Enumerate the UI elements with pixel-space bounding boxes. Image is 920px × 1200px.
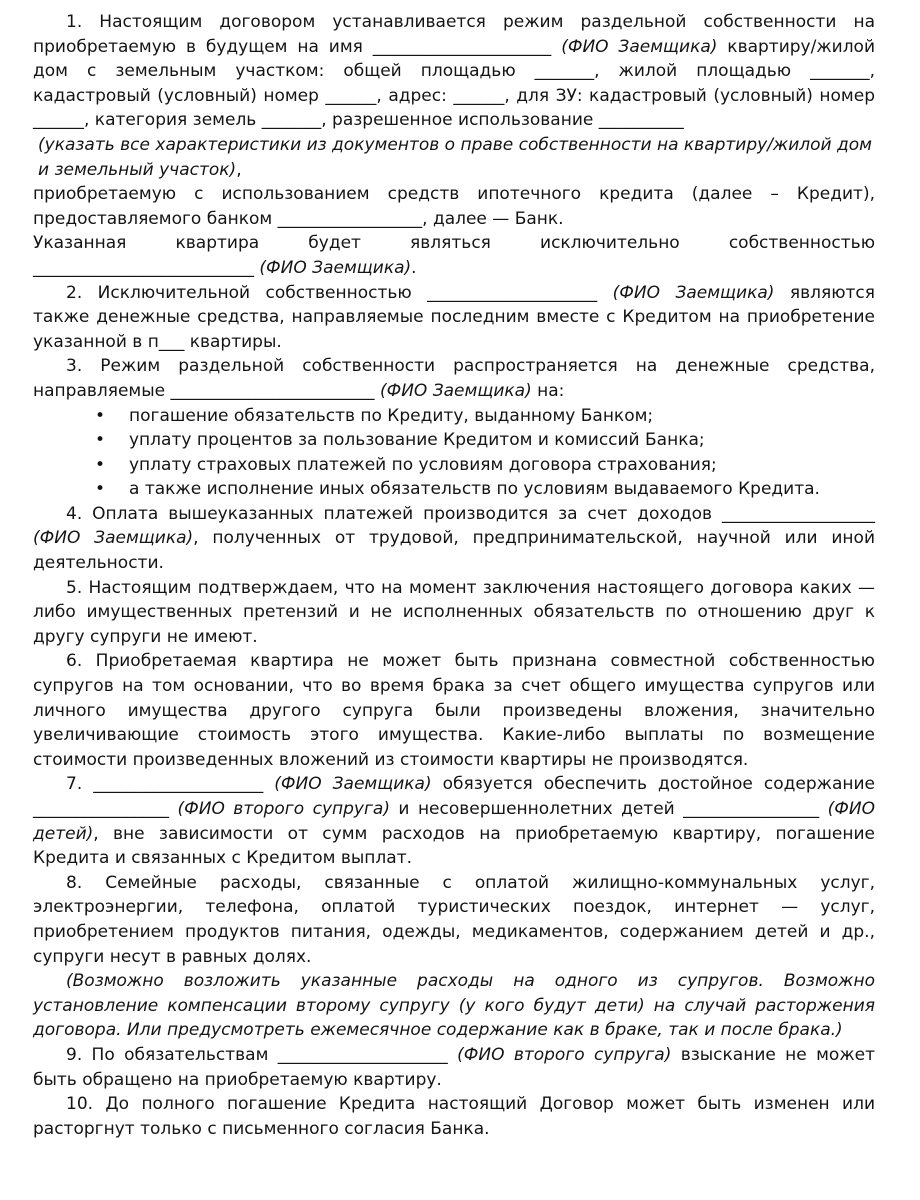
clause-4-text-b: , полученных от трудовой, предпринимательской, научной или иной деятельности. bbox=[33, 528, 875, 574]
clause-2-text-a: 2. Исключительной собственностью ____________________ bbox=[66, 282, 613, 303]
borrower-name-hint: (ФИО Заемщика) bbox=[274, 774, 432, 795]
clause-1 bbox=[33, 10, 875, 133]
clause-8-note bbox=[33, 969, 875, 1043]
clause-1-note bbox=[33, 133, 875, 182]
clause-7-text-b: обязуется обеспечить достойное содержание ________________ bbox=[33, 774, 876, 819]
clause-1-note-italic: (указать все характеристики из документов о праве собственности на квартиру/жилой дом и земельный участок) bbox=[38, 134, 872, 180]
children-name-hint: (ФИО детей) bbox=[33, 799, 876, 844]
borrower-name-hint: (ФИО Заемщика) bbox=[561, 36, 718, 57]
list-item: • уплату страховых платежей по условиям договора страхования; bbox=[95, 453, 875, 478]
clause-1-ownership-tail: . bbox=[411, 257, 417, 278]
clause-1-ownership-blank: __________________________ bbox=[33, 257, 260, 278]
clause-1-note-tail: , bbox=[236, 159, 242, 180]
list-item: • погашение обязательств по Кредиту, выданному Банком; bbox=[95, 404, 875, 429]
clause-3-text-b: на: bbox=[531, 380, 565, 401]
contract-document bbox=[33, 10, 875, 1141]
spouse-name-hint: (ФИО второго супруга) bbox=[177, 799, 390, 819]
clause-8-note-italic: (Возможно возложить указанные расходы на одного из супругов. Возможно установление компенсации второму супругу (у кого будут дети) на случай расторжения договора. Или предусмотреть ежемесячное содержание как в браке, так и после брака.) bbox=[33, 971, 875, 1041]
clause-3-text-a: 3. Режим раздельной собственности распространяется на денежные средства, направляемые ________________________ bbox=[33, 356, 875, 401]
borrower-name-hint: (ФИО Заемщика) bbox=[379, 380, 532, 401]
clause-1-ownership: Указанная квартира будет являться исключительно собственностью bbox=[33, 233, 875, 254]
clause-9-text-a: 9. По обязательствам ____________________ bbox=[66, 1044, 458, 1065]
clause-1-text-a: 1. Настоящим договором устанавливается режим раздельной собственности на приобретаемую в будущем на имя _____________________ bbox=[33, 12, 875, 57]
clause-1-credit: приобретаемую с использованием средств ипотечного кредита (далее – Кредит), предоставляемого банком _________________, далее — Банк. bbox=[33, 184, 875, 229]
clause-3-list bbox=[33, 404, 875, 502]
borrower-name-hint: (ФИО Заемщика) bbox=[612, 282, 775, 303]
borrower-name-hint: (ФИО Заемщика) bbox=[259, 257, 412, 278]
clause-4-text-a: 4. Оплата вышеуказанных платежей производится за счет доходов __________________ bbox=[66, 503, 875, 524]
clause-7 bbox=[33, 772, 875, 870]
clause-7-text-d: , вне зависимости от сумм расходов на приобретаемую квартиру, погашение Кредита и связанных с Кредитом выплат. bbox=[33, 823, 875, 869]
clause-2-text-b: являются также денежные средства, направляемые последним вместе с Кредитом на приобретение указанной в п___ квартиры. bbox=[33, 282, 875, 352]
clause-9 bbox=[33, 1043, 875, 1092]
clause-5: 5. Настоящим подтверждаем, что на момент заключения настоящего договора каких — либо имущественных претензий и не исполненных обязательств по отношению друг к другу супруги не имеют. bbox=[33, 577, 875, 647]
clause-1-ownership-name bbox=[33, 256, 875, 281]
clause-10: 10. До полного погашение Кредита настоящий Договор может быть изменен или расторгнут только с письменного согласия Банка. bbox=[33, 1094, 875, 1139]
clause-2 bbox=[33, 281, 875, 355]
list-item: • а также исполнение иных обязательств по условиям выдаваемого Кредита. bbox=[95, 477, 875, 502]
clause-7-text-c: и несовершеннолетних детей ________________ bbox=[389, 799, 828, 819]
clause-9-text-b: взыскание не может быть обращено на приобретаемую квартиру. bbox=[33, 1044, 875, 1090]
clause-8: 8. Семейные расходы, связанные с оплатой жилищно-коммунальных услуг, электроэнергии, телефона, оплатой туристических поездок, интернет — услуг, приобретением продуктов питания, одежды, медикаментов, содержанием детей и др., супруги несут в равных долях. bbox=[33, 872, 875, 967]
clause-1-text-b: квартиру/жилой дом с земельным участком: общей площадью _______, жилой площадью _______, кадастровый (условный) номер ______, адрес: ______, для ЗУ: кадастровый (условный) номер ______, категория земель _______, разрешенное использование __________ bbox=[33, 36, 876, 131]
borrower-name-hint: (ФИО Заемщика) bbox=[33, 528, 194, 549]
spouse-name-hint: (ФИО второго супруга) bbox=[457, 1044, 672, 1065]
clause-4 bbox=[33, 502, 875, 576]
list-item: • уплату процентов за пользование Кредитом и комиссий Банка; bbox=[95, 428, 875, 453]
clause-6: 6. Приобретаемая квартира не может быть признана совместной собственностью супругов на том основании, что во время брака за счет общего имущества супругов или личного имущества другого супруга были произведены вложения, значительно увеличивающие стоимость этого имущества. Какие-либо выплаты по возмещение стоимости произведенных вложений из стоимости квартиры не производятся. bbox=[33, 651, 875, 770]
clause-7-text-a: 7. ____________________ bbox=[66, 774, 275, 795]
clause-3 bbox=[33, 354, 875, 403]
